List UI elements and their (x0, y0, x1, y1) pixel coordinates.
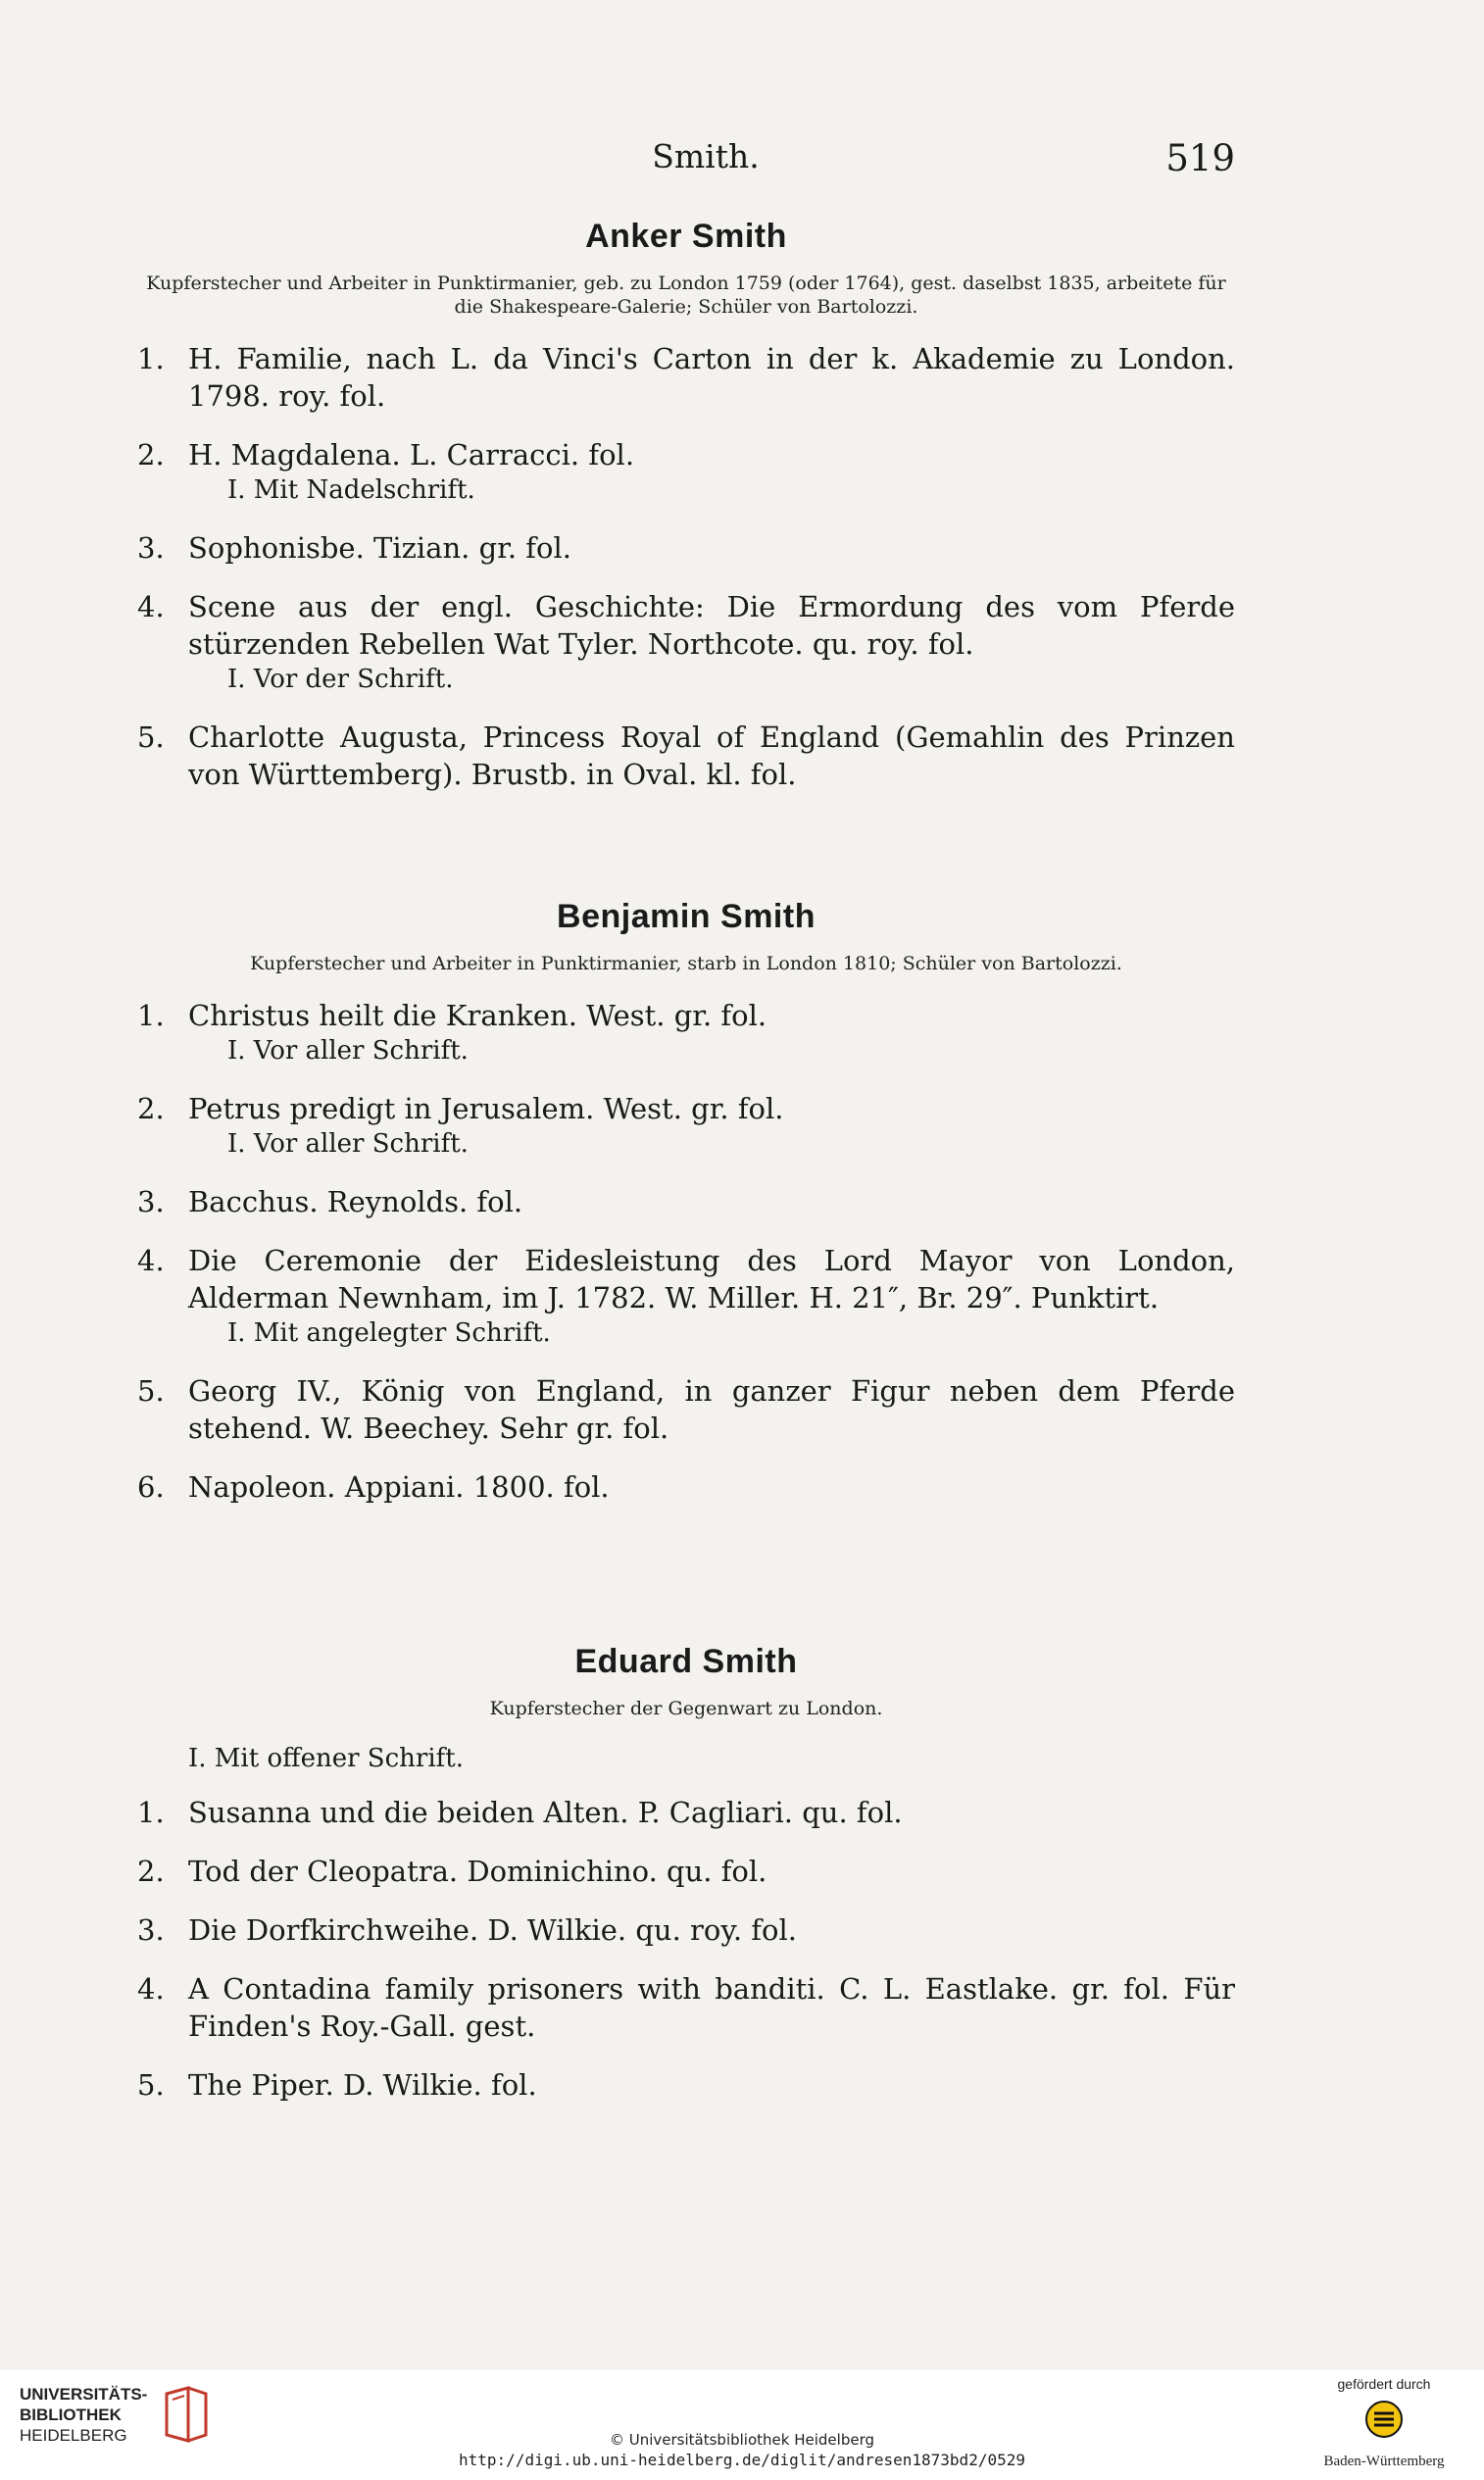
entry-number: 4. (137, 590, 165, 623)
list-item (137, 588, 1235, 697)
list-item (137, 436, 1235, 508)
list-item (137, 1468, 1235, 1506)
list-item (137, 1970, 1235, 2045)
artist-section-eduard-smith (137, 1643, 1235, 2125)
entry-list (137, 997, 1235, 1506)
entry-number: 1. (137, 1796, 165, 1829)
list-item (137, 1911, 1235, 1949)
list-item (137, 997, 1235, 1068)
entry-number: 2. (137, 1092, 165, 1125)
list-item (137, 1183, 1235, 1220)
library-name-line1: UNIVERSITÄTS- (20, 2385, 148, 2404)
state-note: I. Vor der Schrift. (227, 665, 454, 694)
list-item (137, 1090, 1235, 1162)
entry-text: H. Magdalena. L. Carracci. fol. (188, 438, 635, 471)
state-note: I. Mit offener Schrift. (188, 1744, 464, 1773)
coat-of-arms-icon (1362, 2398, 1406, 2441)
entry-number: 2. (137, 438, 165, 471)
entry-number: 1. (137, 999, 165, 1032)
entry-text: Bacchus. Reynolds. fol. (188, 1185, 523, 1218)
artist-bio: Kupferstecher der Gegenwart zu London. (489, 1698, 883, 1719)
footer (0, 2370, 1484, 2480)
entry-number: 6. (137, 1470, 165, 1504)
list-item (137, 719, 1235, 793)
artist-bio: Kupferstecher und Arbeiter in Punktirmanier, starb in London 1810; Schüler von Bartolozzi. (250, 953, 1122, 974)
list-item (137, 340, 1235, 415)
sponsor-logo[interactable] (1306, 2376, 1462, 2474)
entry-text: Georg IV., König von England, in ganzer Figur neben dem Pferde stehend. W. Beechey. Sehr gr. fol. (188, 1374, 1235, 1445)
list-item (137, 1242, 1235, 1351)
list-item (137, 1372, 1235, 1447)
entry-number: 5. (137, 2068, 165, 2102)
artist-section-anker-smith (137, 218, 1235, 815)
state-note: I. Vor aller Schrift. (227, 1129, 469, 1159)
entry-text: Die Ceremonie der Eidesleistung des Lord Mayor von London, Alderman Newnham, im J. 1782. W. Miller. H. 21″, Br. 29″. Punktirt. (188, 1244, 1235, 1314)
entry-text: Die Dorfkirchweihe. D. Wilkie. qu. roy. fol. (188, 1913, 797, 1947)
sponsor-label: gefördert durch (1337, 2376, 1431, 2392)
artist-bio: Kupferstecher und Arbeiter in Punktirmanier, geb. zu London 1759 (oder 1764), gest. daselbst 1835, arbeitete für die Shakespeare-Galerie; Schüler von Bartolozzi. (146, 273, 1226, 318)
state-note: I. Mit angelegter Schrift. (227, 1318, 551, 1348)
entry-text: Napoleon. Appiani. 1800. fol. (188, 1470, 610, 1504)
running-head-title: Smith. (652, 137, 760, 175)
entry-number: 5. (137, 1374, 165, 1408)
entry-number: 2. (137, 1855, 165, 1888)
entry-text: Scene aus der engl. Geschichte: Die Ermordung des vom Pferde stürzenden Rebellen Wat Tyler. Northcote. qu. roy. fol. (188, 590, 1235, 661)
entry-text: Christus heilt die Kranken. West. gr. fol. (188, 999, 767, 1032)
copyright-notice: © Universitätsbibliothek Heidelberg (609, 2431, 874, 2449)
entry-text: Susanna und die beiden Alten. P. Cagliari. qu. fol. (188, 1796, 903, 1829)
library-name-line2: BIBLIOTHEK (20, 2406, 122, 2424)
artist-name: Eduard Smith (574, 1643, 798, 1680)
artist-name: Benjamin Smith (557, 898, 816, 935)
entry-text: H. Familie, nach L. da Vinci's Carton in der k. Akademie zu London. 1798. roy. fol. (188, 342, 1235, 413)
entry-number: 1. (137, 342, 165, 375)
entry-text: Sophonisbe. Tizian. gr. fol. (188, 531, 571, 565)
state-note: I. Mit Nadelschrift. (227, 475, 475, 505)
artist-name: Anker Smith (585, 218, 787, 255)
entry-list (137, 1794, 1235, 2104)
entry-number: 3. (137, 1913, 165, 1947)
entry-text: The Piper. D. Wilkie. fol. (188, 2068, 537, 2102)
entry-number: 3. (137, 531, 165, 565)
page-number: 519 (1165, 137, 1235, 179)
artist-section-benjamin-smith (137, 898, 1235, 1527)
list-item (137, 529, 1235, 567)
entry-text: Tod der Cleopatra. Dominichino. qu. fol. (188, 1855, 767, 1888)
permalink[interactable]: http://digi.ub.uni-heidelberg.de/diglit/andresen1873bd2/0529 (459, 2451, 1025, 2469)
entry-number: 4. (137, 1244, 165, 1277)
running-head (176, 137, 1235, 180)
entry-number: 5. (137, 720, 165, 754)
entry-list (137, 340, 1235, 793)
entry-number: 3. (137, 1185, 165, 1218)
entry-text: Petrus predigt in Jerusalem. West. gr. fol. (188, 1092, 784, 1125)
entry-number: 4. (137, 1972, 165, 2006)
entry-text: Charlotte Augusta, Princess Royal of England (Gemahlin des Prinzen von Württemberg). Brustb. in Oval. kl. fol. (188, 720, 1235, 791)
sponsor-state: Baden-Württemberg (1323, 2454, 1445, 2469)
list-item (137, 1853, 1235, 1890)
state-note: I. Vor aller Schrift. (227, 1036, 469, 1066)
library-name-line3: HEIDELBERG (20, 2426, 127, 2445)
entry-text: A Contadina family prisoners with banditi. C. L. Eastlake. gr. fol. Für Finden's Roy.-Gall. gest. (188, 1972, 1235, 2043)
list-item (137, 2066, 1235, 2104)
list-item (137, 1794, 1235, 1831)
